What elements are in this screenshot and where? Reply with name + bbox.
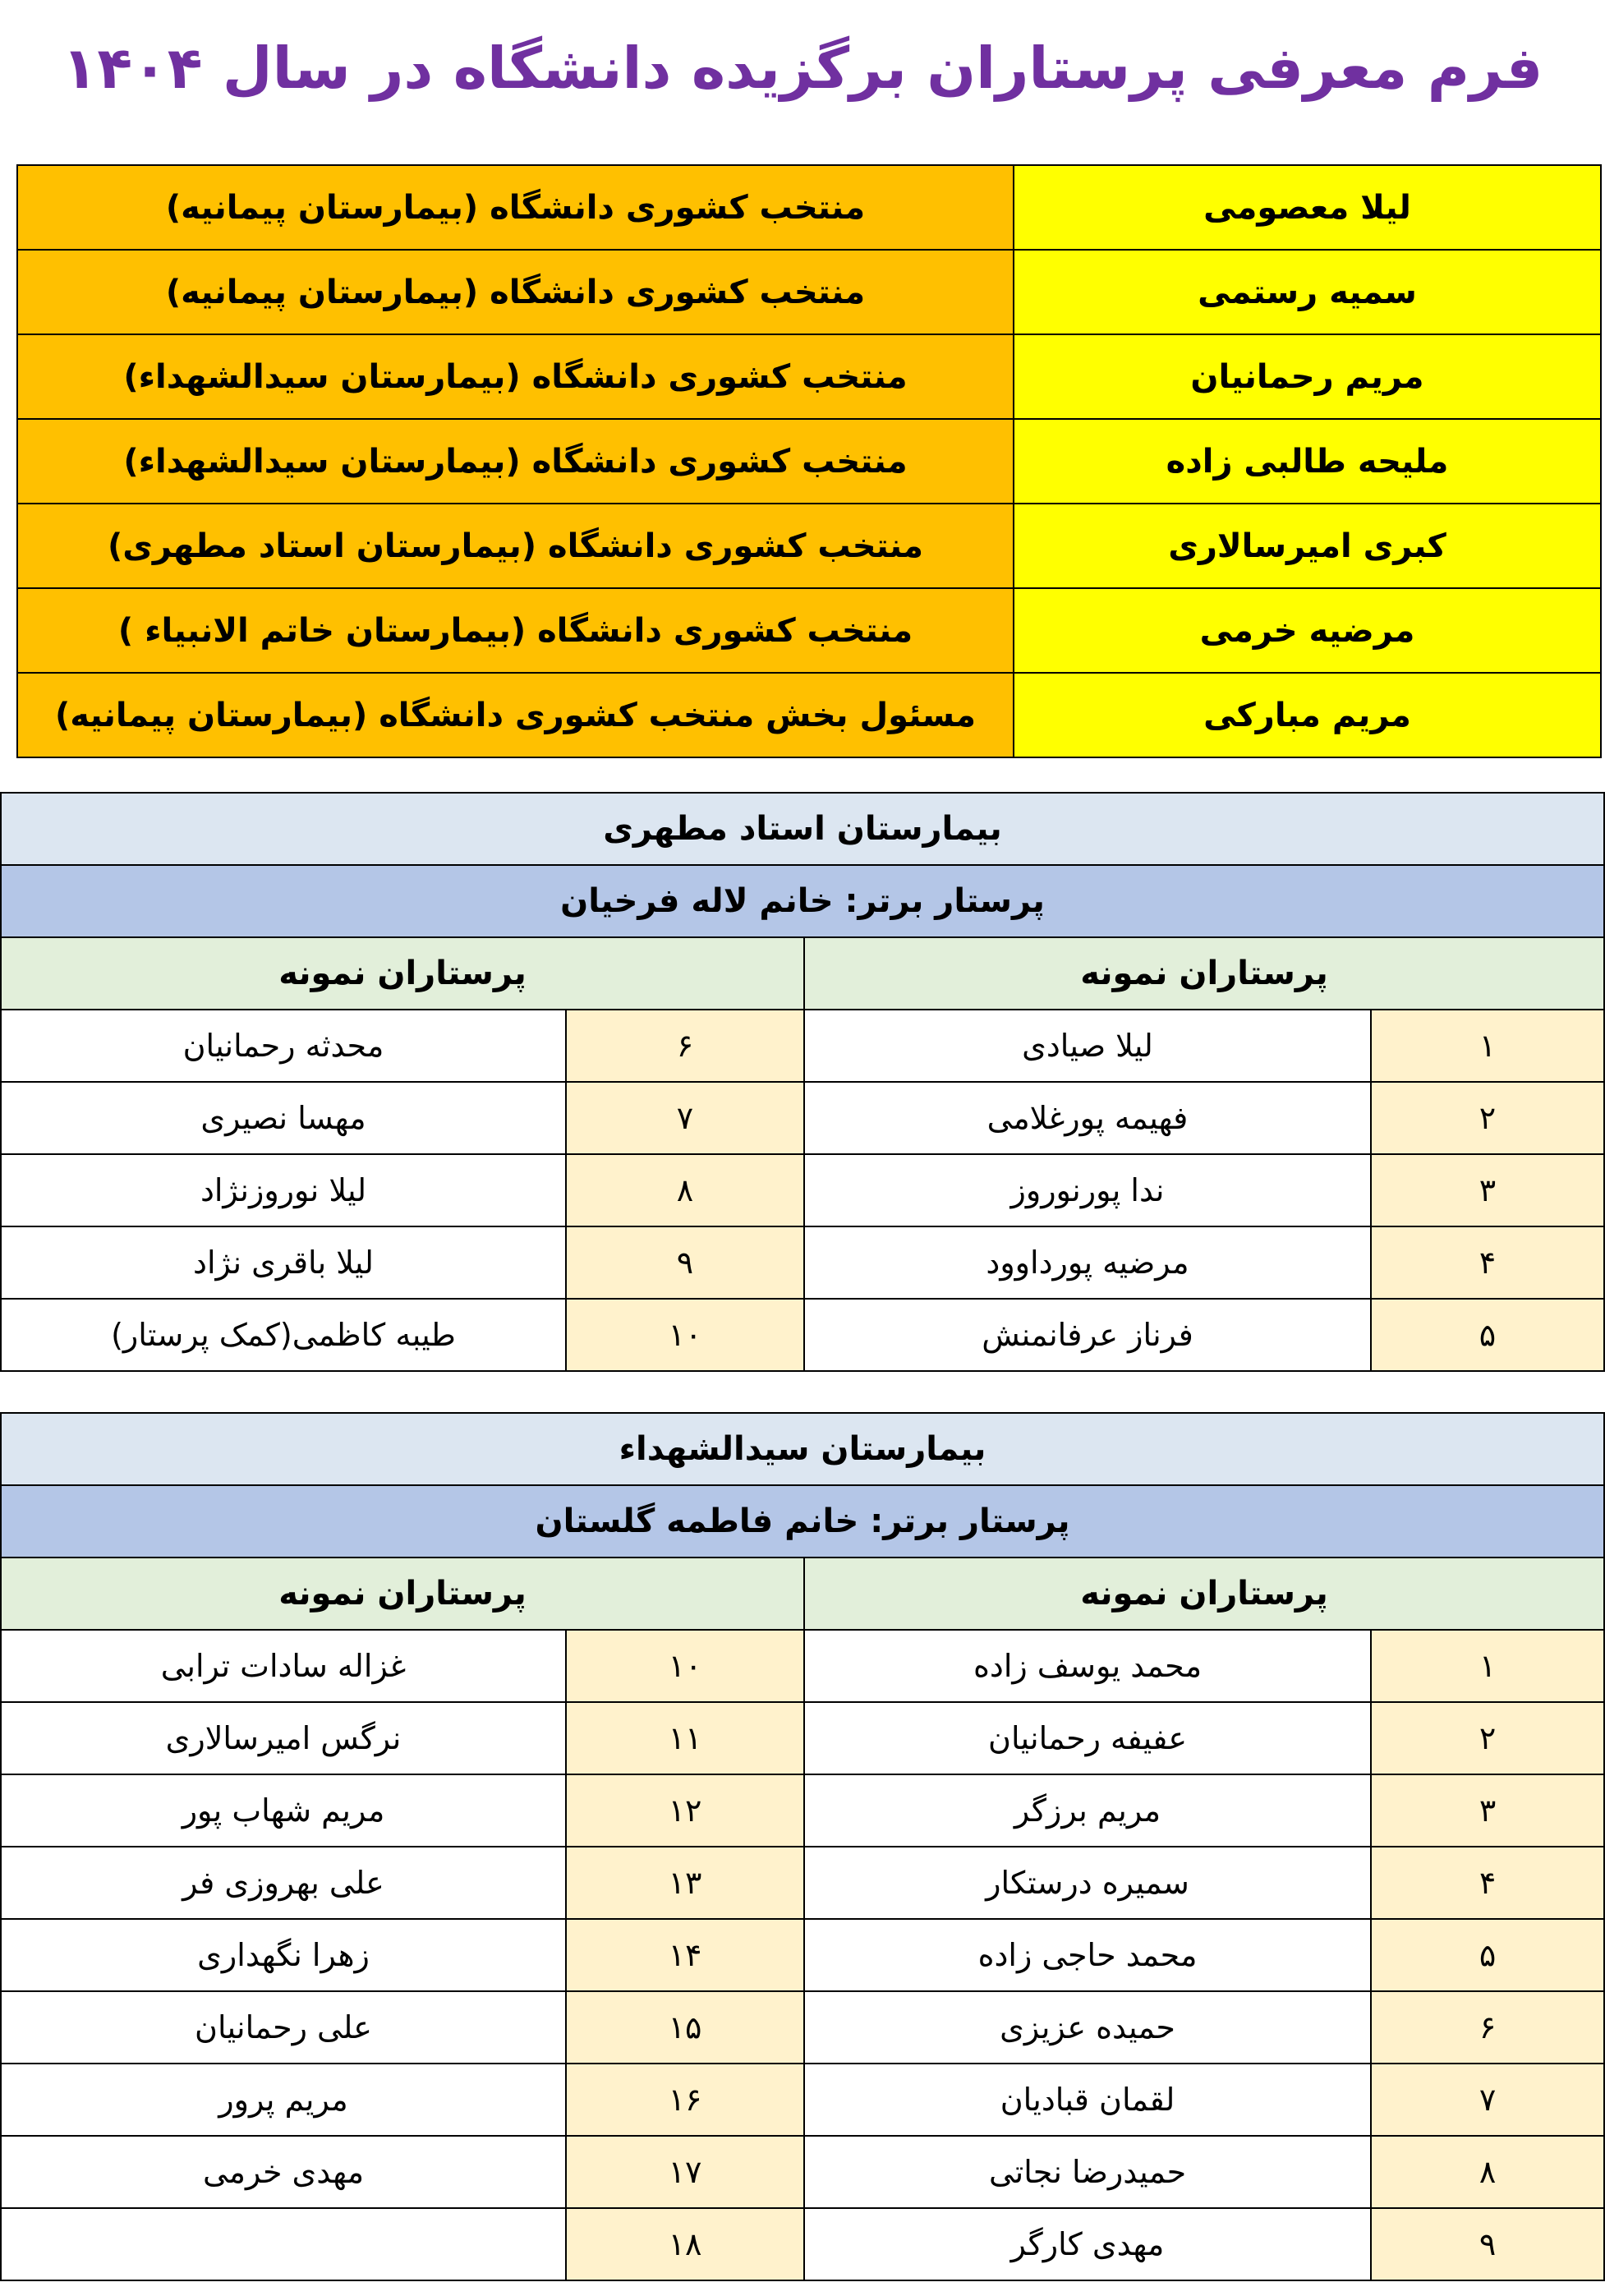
- row-number: ۳: [1371, 1774, 1604, 1847]
- table-row: [17, 419, 1601, 504]
- table-row: [17, 165, 1601, 250]
- row-number: ۲: [1371, 1702, 1604, 1774]
- winners-table: [16, 164, 1602, 758]
- table-row: [17, 334, 1601, 419]
- nurse-name: عفیفه رحمانیان: [804, 1702, 1371, 1774]
- winner-award: منتخب کشوری دانشگاه (بیمارستان خاتم الانبیاء ): [17, 588, 1014, 673]
- row-number: ۱۸: [566, 2208, 804, 2280]
- row-number: ۴: [1371, 1226, 1604, 1299]
- winner-name: لیلا معصومی: [1014, 165, 1601, 250]
- nurse-name: مهسا نصیری: [1, 1082, 566, 1154]
- table-row: [1, 1010, 1604, 1082]
- nurse-name: [1, 2208, 566, 2280]
- row-number: ۱: [1371, 1630, 1604, 1702]
- table-row: [1, 1702, 1604, 1774]
- left-column-header: پرستاران نمونه: [1, 937, 804, 1010]
- table-row: [17, 250, 1601, 334]
- winner-award: منتخب کشوری دانشگاه (بیمارستان سیدالشهداء): [17, 419, 1014, 504]
- row-number: ۹: [1371, 2208, 1604, 2280]
- nurse-name: لیلا صیادی: [804, 1010, 1371, 1082]
- nurse-name: مرضیه پورداوود: [804, 1226, 1371, 1299]
- nurse-name: حمیده عزیزی: [804, 1991, 1371, 2064]
- hospital-motahari-table: [0, 792, 1605, 1372]
- table-row: [1, 2136, 1604, 2208]
- nurse-name: نرگس امیرسالاری: [1, 1702, 566, 1774]
- winner-award: منتخب کشوری دانشگاه (بیمارستان استاد مطهری): [17, 504, 1014, 588]
- nurse-name: مریم شهاب پور: [1, 1774, 566, 1847]
- nurse-name: مهدی کارگر: [804, 2208, 1371, 2280]
- left-column-header: پرستاران نمونه: [1, 1558, 804, 1630]
- nurse-name: محدثه رحمانیان: [1, 1010, 566, 1082]
- row-number: ۵: [1371, 1299, 1604, 1371]
- hospital-name: بیمارستان استاد مطهری: [1, 793, 1604, 865]
- nurse-name: ندا پورنوروز: [804, 1154, 1371, 1226]
- table-row: [1, 1154, 1604, 1226]
- nurse-name: مریم برزگر: [804, 1774, 1371, 1847]
- row-number: ۹: [566, 1226, 804, 1299]
- hospital-name: بیمارستان سیدالشهداء: [1, 1413, 1604, 1485]
- nurse-name: لیلا باقری نژاد: [1, 1226, 566, 1299]
- table-row: [17, 588, 1601, 673]
- nurse-name: فرناز عرفانمنش: [804, 1299, 1371, 1371]
- nurse-name: مهدی خرمی: [1, 2136, 566, 2208]
- table-row: [1, 1774, 1604, 1847]
- row-number: ۷: [566, 1082, 804, 1154]
- row-number: ۱۳: [566, 1847, 804, 1919]
- page-title: فرم معرفی پرستاران برگزیده دانشگاه در سال ۱۴۰۴: [62, 35, 1543, 102]
- nurse-name: سمیره درستکار: [804, 1847, 1371, 1919]
- nurse-name: لیلا نوروزنژاد: [1, 1154, 566, 1226]
- table-row: [1, 1991, 1604, 2064]
- nurse-name: محمد یوسف زاده: [804, 1630, 1371, 1702]
- winner-name: مریم مبارکی: [1014, 673, 1601, 757]
- table-row: [1, 1847, 1604, 1919]
- row-number: ۵: [1371, 1919, 1604, 1991]
- top-nurse: پرستار برتر: خانم فاطمه گلستان: [1, 1485, 1604, 1558]
- table-row: [1, 1919, 1604, 1991]
- row-number: ۲: [1371, 1082, 1604, 1154]
- right-column-header: پرستاران نمونه: [804, 937, 1604, 1010]
- row-number: ۱۵: [566, 1991, 804, 2064]
- table-row: [1, 1299, 1604, 1371]
- table-row: [1, 2064, 1604, 2136]
- row-number: ۱۴: [566, 1919, 804, 1991]
- nurse-name: فهیمه پورغلامی: [804, 1082, 1371, 1154]
- nurse-name: حمیدرضا نجاتی: [804, 2136, 1371, 2208]
- hospital-seyedoshohada-table: [0, 1412, 1605, 2281]
- row-number: ۶: [1371, 1991, 1604, 2064]
- nurse-name: علی بهروزی فر: [1, 1847, 566, 1919]
- row-number: ۸: [566, 1154, 804, 1226]
- table-row: [1, 1082, 1604, 1154]
- winner-name: مرضیه خرمی: [1014, 588, 1601, 673]
- nurse-name: محمد حاجی زاده: [804, 1919, 1371, 1991]
- top-nurse: پرستار برتر: خانم لاله فرخیان: [1, 865, 1604, 937]
- row-number: ۱۶: [566, 2064, 804, 2136]
- table-row: [1, 2208, 1604, 2280]
- row-number: ۷: [1371, 2064, 1604, 2136]
- table-row: [1, 1630, 1604, 1702]
- table-row: [17, 673, 1601, 757]
- winner-name: ملیحه طالبی زاده: [1014, 419, 1601, 504]
- nurse-name: لقمان قبادیان: [804, 2064, 1371, 2136]
- row-number: ۳: [1371, 1154, 1604, 1226]
- winner-name: مریم رحمانیان: [1014, 334, 1601, 419]
- row-number: ۱۷: [566, 2136, 804, 2208]
- row-number: ۱۰: [566, 1630, 804, 1702]
- row-number: ۱۰: [566, 1299, 804, 1371]
- winner-award: منتخب کشوری دانشگاه (بیمارستان پیمانیه): [17, 250, 1014, 334]
- row-number: ۶: [566, 1010, 804, 1082]
- winner-award: منتخب کشوری دانشگاه (بیمارستان پیمانیه): [17, 165, 1014, 250]
- winner-award: مسئول بخش منتخب کشوری دانشگاه (بیمارستان پیمانیه): [17, 673, 1014, 757]
- winner-name: کبری امیرسالاری: [1014, 504, 1601, 588]
- row-number: ۱۲: [566, 1774, 804, 1847]
- nurse-name: غزاله سادات ترابی: [1, 1630, 566, 1702]
- winner-name: سمیه رستمی: [1014, 250, 1601, 334]
- right-column-header: پرستاران نمونه: [804, 1558, 1604, 1630]
- nurse-name: مریم پرور: [1, 2064, 566, 2136]
- winner-award: منتخب کشوری دانشگاه (بیمارستان سیدالشهداء): [17, 334, 1014, 419]
- nurse-name: طیبه کاظمی(کمک پرستار): [1, 1299, 566, 1371]
- row-number: ۱۱: [566, 1702, 804, 1774]
- nurse-name: زهرا نگهداری: [1, 1919, 566, 1991]
- row-number: ۸: [1371, 2136, 1604, 2208]
- table-row: [17, 504, 1601, 588]
- nurse-name: علی رحمانیان: [1, 1991, 566, 2064]
- table-row: [1, 1226, 1604, 1299]
- row-number: ۱: [1371, 1010, 1604, 1082]
- row-number: ۴: [1371, 1847, 1604, 1919]
